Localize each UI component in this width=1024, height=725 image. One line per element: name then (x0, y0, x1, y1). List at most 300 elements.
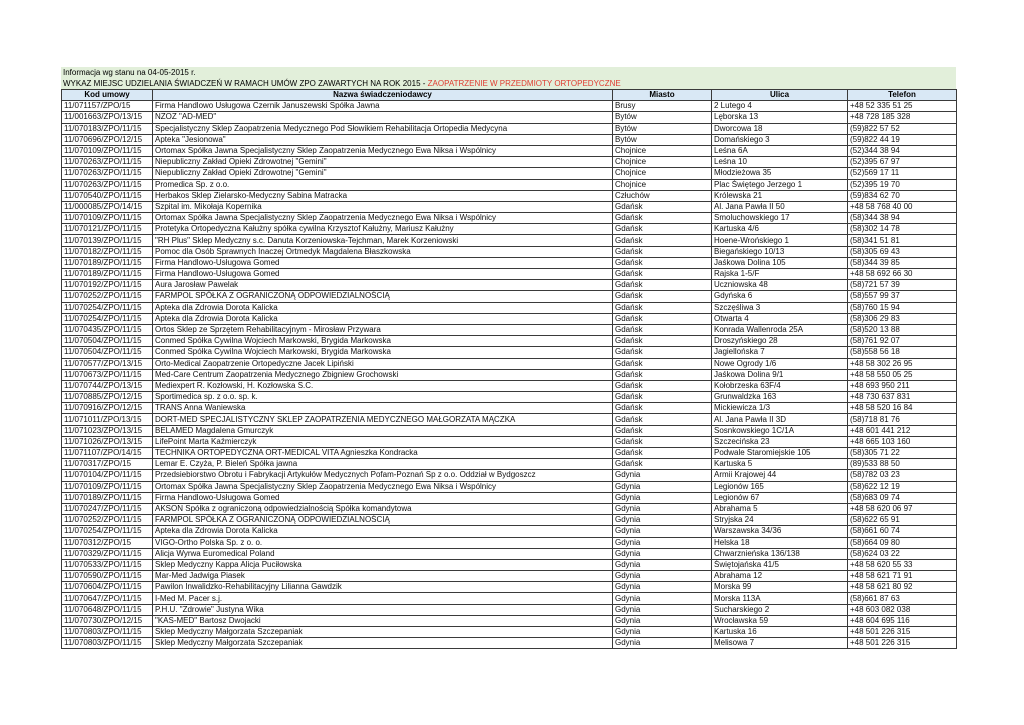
cell-city[interactable]: Gdańsk (613, 280, 712, 291)
cell-city[interactable]: Gdańsk (613, 324, 712, 335)
providers-table (61, 89, 957, 649)
cell-contract-code[interactable]: 11/070189/ZPO/11/15 (62, 257, 153, 268)
cell-city[interactable]: Gdańsk (613, 425, 712, 436)
cell-phone[interactable]: (59)822 44 19 (848, 134, 957, 145)
cell-phone[interactable]: (89)533 88 50 (848, 459, 957, 470)
cell-provider-name[interactable]: LifePoint Marta Kaźmierczyk (153, 436, 613, 447)
table-row (62, 593, 957, 604)
cell-contract-code[interactable]: 11/000085/ZPO/14/15 (62, 201, 153, 212)
cell-phone[interactable]: +48 501 226 315 (848, 627, 957, 638)
cell-city[interactable]: Gdynia (613, 526, 712, 537)
cell-phone[interactable]: (58)664 09 80 (848, 537, 957, 548)
cell-city[interactable]: Gdańsk (613, 257, 712, 268)
table-row (62, 425, 957, 436)
cell-phone[interactable]: +48 58 550 05 25 (848, 369, 957, 380)
cell-phone[interactable]: (59)822 57 52 (848, 123, 957, 134)
cell-provider-name[interactable]: NZOZ "AD-MED" (153, 112, 613, 123)
cell-contract-code[interactable]: 11/070182/ZPO/11/15 (62, 246, 153, 257)
table-row (62, 515, 957, 526)
cell-city[interactable]: Gdańsk (613, 269, 712, 280)
cell-city[interactable]: Gdynia (613, 548, 712, 559)
column-header-phone[interactable]: Telefon (848, 90, 957, 101)
cell-phone[interactable]: (58)661 60 74 (848, 526, 957, 537)
table-row (62, 302, 957, 313)
column-header-city[interactable]: Miasto (613, 90, 712, 101)
cell-phone[interactable]: +48 58 620 55 33 (848, 559, 957, 570)
cell-city[interactable]: Gdańsk (613, 302, 712, 313)
table-row (62, 134, 957, 145)
cell-provider-name[interactable]: Apteka dla Zdrowia Dorota Kalicka (153, 302, 613, 313)
cell-street[interactable]: Al. Jana Pawła II 50 (712, 201, 848, 212)
cell-provider-name[interactable]: I-Med M. Pacer s.j. (153, 593, 613, 604)
cell-provider-name[interactable]: Sportimedica sp. z o.o. sp. k. (153, 392, 613, 403)
cell-provider-name[interactable]: Sklep Medyczny Małgorzata Szczepaniak (153, 627, 613, 638)
table-row (62, 414, 957, 425)
table-row (62, 313, 957, 324)
cell-phone[interactable]: (52)395 67 97 (848, 157, 957, 168)
cell-provider-name[interactable]: TRANS Anna Waniewska (153, 403, 613, 414)
cell-contract-code[interactable]: 11/070252/ZPO/11/15 (62, 291, 153, 302)
cell-phone[interactable]: +48 665 103 160 (848, 436, 957, 447)
cell-provider-name[interactable]: Aura Jarosław Pawelak (153, 280, 613, 291)
cell-phone[interactable]: (58)622 12 19 (848, 481, 957, 492)
cell-city[interactable]: Chojnice (613, 168, 712, 179)
cell-city[interactable]: Gdynia (613, 582, 712, 593)
cell-street[interactable]: Abrahama 5 (712, 503, 848, 514)
table-row (62, 470, 957, 481)
cell-provider-name[interactable]: Sklep Medyczny Kappa Alicja Puciłowska (153, 559, 613, 570)
cell-contract-code[interactable]: 11/070189/ZPO/11/15 (62, 492, 153, 503)
cell-street[interactable]: Kartuska 5 (712, 459, 848, 470)
cell-street[interactable]: Otwarta 4 (712, 313, 848, 324)
cell-street[interactable]: Smoluchowskiego 17 (712, 213, 848, 224)
cell-city[interactable]: Bytów (613, 112, 712, 123)
cell-contract-code[interactable]: 11/070263/ZPO/11/15 (62, 157, 153, 168)
table-row (62, 526, 957, 537)
cell-contract-code[interactable]: 11/070504/ZPO/11/15 (62, 347, 153, 358)
cell-contract-code[interactable]: 11/070139/ZPO/11/15 (62, 235, 153, 246)
cell-street[interactable]: Gdyńska 6 (712, 291, 848, 302)
cell-street[interactable]: Konrada Wallenroda 25A (712, 324, 848, 335)
cell-city[interactable]: Brusy (613, 101, 712, 112)
cell-city[interactable]: Gdańsk (613, 336, 712, 347)
cell-provider-name[interactable]: Firma Handlowo-Usługowa Gomed (153, 492, 613, 503)
cell-street[interactable]: Legionów 165 (712, 481, 848, 492)
table-row (62, 582, 957, 593)
cell-street[interactable]: Chwarznieńska 136/138 (712, 548, 848, 559)
cell-city[interactable]: Bytów (613, 123, 712, 134)
table-row (62, 324, 957, 335)
cell-phone[interactable]: (58)557 99 37 (848, 291, 957, 302)
cell-contract-code[interactable]: 11/070885/ZPO/12/15 (62, 392, 153, 403)
column-header-provider-name[interactable]: Nazwa świadczeniodawcy (153, 90, 613, 101)
header-row (62, 90, 957, 101)
cell-provider-name[interactable]: BELAMED Magdalena Gmurczyk (153, 425, 613, 436)
cell-provider-name[interactable]: Pawilon Inwalidzko-Rehabilitacyjny Lilianna Gawdzik (153, 582, 613, 593)
cell-city[interactable]: Gdynia (613, 593, 712, 604)
cell-street[interactable]: Stryjska 24 (712, 515, 848, 526)
cell-contract-code[interactable]: 11/070696/ZPO/12/15 (62, 134, 153, 145)
cell-phone[interactable]: (58)558 56 18 (848, 347, 957, 358)
cell-phone[interactable]: +48 58 620 06 97 (848, 503, 957, 514)
table-row (62, 503, 957, 514)
cell-contract-code[interactable]: 11/070540/ZPO/11/15 (62, 190, 153, 201)
cell-street[interactable]: Warszawska 34/36 (712, 526, 848, 537)
cell-city[interactable]: Gdynia (613, 615, 712, 626)
cell-city[interactable]: Gdańsk (613, 436, 712, 447)
table-row (62, 157, 957, 168)
cell-street[interactable]: Biegańskiego 10/13 (712, 246, 848, 257)
cell-street[interactable]: Lęborska 13 (712, 112, 848, 123)
cell-phone[interactable]: +48 58 621 71 91 (848, 571, 957, 582)
cell-provider-name[interactable]: Apteka dla Zdrowia Dorota Kalicka (153, 313, 613, 324)
cell-city[interactable]: Gdynia (613, 604, 712, 615)
cell-phone[interactable]: (58)306 29 83 (848, 313, 957, 324)
column-header-street[interactable]: Ulica (712, 90, 848, 101)
spreadsheet (61, 67, 956, 649)
cell-contract-code[interactable]: 11/070504/ZPO/11/15 (62, 336, 153, 347)
cell-provider-name[interactable]: Ortomax Spółka Jawna Specjalistyczny Sklep Zaopatrzenia Medycznego Ewa Niksa i Wspólnicy (153, 213, 613, 224)
table-row (62, 145, 957, 156)
cell-city[interactable]: Gdańsk (613, 448, 712, 459)
cell-phone[interactable]: +48 604 695 116 (848, 615, 957, 626)
cell-phone[interactable]: (58)661 87 63 (848, 593, 957, 604)
cell-street[interactable]: Nowe Ogrody 1/6 (712, 358, 848, 369)
cell-phone[interactable]: (58)302 14 78 (848, 224, 957, 235)
cell-provider-name[interactable]: Firma Handlowo-Usługowa Gomed (153, 269, 613, 280)
cell-phone[interactable]: +48 58 520 16 84 (848, 403, 957, 414)
cell-provider-name[interactable]: Apteka dla Zdrowia Dorota Kalicka (153, 526, 613, 537)
cell-provider-name[interactable]: Promedica Sp. z o.o. (153, 179, 613, 190)
cell-contract-code[interactable]: 11/070252/ZPO/11/15 (62, 515, 153, 526)
cell-phone[interactable]: (59)834 62 70 (848, 190, 957, 201)
cell-city[interactable]: Gdańsk (613, 201, 712, 212)
cell-contract-code[interactable]: 11/070916/ZPO/12/15 (62, 403, 153, 414)
cell-provider-name[interactable]: AKSON Spółka z ograniczoną odpowiedzialnością Spółka komandytowa (153, 503, 613, 514)
info-line: Informacja wg stanu na 04-05-2015 r. (61, 67, 956, 78)
cell-provider-name[interactable]: Szpital im. Mikołaja Kopernika (153, 201, 613, 212)
cell-street[interactable]: Dworcowa 18 (712, 123, 848, 134)
cell-provider-name[interactable]: Specjalistyczny Sklep Zaopatrzenia Medycznego Pod Słowikiem Rehabilitacja Ortopedia Medycyna (153, 123, 613, 134)
cell-phone[interactable]: (58)344 39 85 (848, 257, 957, 268)
cell-provider-name[interactable]: FARMPOL SPÓŁKA Z OGRANICZONĄ ODPOWIEDZIALNOŚCIĄ (153, 515, 613, 526)
cell-contract-code[interactable]: 11/070263/ZPO/11/15 (62, 168, 153, 179)
cell-city[interactable]: Gdańsk (613, 235, 712, 246)
cell-provider-name[interactable]: "KAS-MED" Bartosz Dwojacki (153, 615, 613, 626)
table-row (62, 190, 957, 201)
cell-contract-code[interactable]: 11/070109/ZPO/11/15 (62, 213, 153, 224)
cell-phone[interactable]: (52)569 17 11 (848, 168, 957, 179)
cell-phone[interactable]: +48 730 637 831 (848, 392, 957, 403)
cell-street[interactable]: Hoene-Wrońskiego 1 (712, 235, 848, 246)
cell-city[interactable]: Gdańsk (613, 459, 712, 470)
table-row (62, 358, 957, 369)
table-row (62, 347, 957, 358)
cell-contract-code[interactable]: 11/070435/ZPO/11/15 (62, 324, 153, 335)
cell-city[interactable]: Gdynia (613, 515, 712, 526)
cell-provider-name[interactable]: Protetyka Ortopedyczna Kałużny spółka cywilna Krzysztof Kałużny, Mariusz Kałużny (153, 224, 613, 235)
cell-phone[interactable]: +48 603 082 038 (848, 604, 957, 615)
cell-phone[interactable]: (58)683 09 74 (848, 492, 957, 503)
cell-street[interactable]: Uczniowska 48 (712, 280, 848, 291)
table-row (62, 168, 957, 179)
cell-street[interactable]: 2 Lutego 4 (712, 101, 848, 112)
cell-provider-name[interactable]: TECHNIKA ORTOPEDYCZNA ORT-MEDICAL VITA Agnieszka Kondracka (153, 448, 613, 459)
cell-phone[interactable]: (52)395 19 70 (848, 179, 957, 190)
cell-phone[interactable]: (58)305 69 43 (848, 246, 957, 257)
cell-city[interactable]: Gdynia (613, 492, 712, 503)
cell-street[interactable]: Morska 99 (712, 582, 848, 593)
cell-provider-name[interactable]: Med-Care Centrum Zaopatrzenia Medycznego Zbigniew Grochowski (153, 369, 613, 380)
cell-contract-code[interactable]: 11/070254/ZPO/11/15 (62, 313, 153, 324)
cell-contract-code[interactable]: 11/070109/ZPO/11/15 (62, 481, 153, 492)
cell-contract-code[interactable]: 11/070109/ZPO/11/15 (62, 145, 153, 156)
table-row (62, 213, 957, 224)
table-row (62, 123, 957, 134)
cell-city[interactable]: Gdańsk (613, 246, 712, 257)
cell-provider-name[interactable]: Herbakos Sklep Zielarsko-Medyczny Sabina Matracka (153, 190, 613, 201)
cell-contract-code[interactable]: 11/071107/ZPO/14/15 (62, 448, 153, 459)
cell-contract-code[interactable]: 11/070183/ZPO/11/15 (62, 123, 153, 134)
cell-city[interactable]: Chojnice (613, 179, 712, 190)
cell-provider-name[interactable]: Firma Handlowo-Usługowa Gomed (153, 257, 613, 268)
cell-provider-name[interactable]: Sklep Medyczny Małgorzata Szczepaniak (153, 638, 613, 649)
table-row (62, 627, 957, 638)
cell-city[interactable]: Gdynia (613, 470, 712, 481)
cell-phone[interactable]: (58)624 03 22 (848, 548, 957, 559)
cell-provider-name[interactable]: Niepubliczny Zakład Opieki Zdrowotnej "Gemini" (153, 168, 613, 179)
cell-city[interactable]: Gdańsk (613, 414, 712, 425)
cell-street[interactable]: Grunwaldzka 163 (712, 392, 848, 403)
cell-city[interactable]: Gdynia (613, 559, 712, 570)
cell-street[interactable]: Morska 113A (712, 593, 848, 604)
cell-contract-code[interactable]: 11/071157/ZPO/15 (62, 101, 153, 112)
table-row (62, 235, 957, 246)
cell-street[interactable]: Mickiewicza 1/3 (712, 403, 848, 414)
cell-provider-name[interactable]: "RH Plus" Sklep Medyczny s.c. Danuta Korzeniowska-Tejchman, Marek Korzeniowski (153, 235, 613, 246)
table-row (62, 492, 957, 503)
cell-street[interactable]: Jagiellońska 7 (712, 347, 848, 358)
cell-city[interactable]: Gdańsk (613, 358, 712, 369)
table-row (62, 638, 957, 649)
table-row (62, 481, 957, 492)
cell-contract-code[interactable]: 11/070254/ZPO/11/15 (62, 302, 153, 313)
cell-phone[interactable]: +48 58 768 40 00 (848, 201, 957, 212)
cell-phone[interactable]: (58)718 81 76 (848, 414, 957, 425)
cell-phone[interactable]: (58)344 38 94 (848, 213, 957, 224)
cell-contract-code[interactable]: 11/071011/ZPO/13/15 (62, 414, 153, 425)
cell-street[interactable]: Młodzieżowa 35 (712, 168, 848, 179)
title-main: WYKAZ MIEJSC UDZIELANIA ŚWIADCZEŃ W RAMACH UMÓW ZPO ZAWARTYCH NA ROK 2015 - (63, 79, 428, 88)
cell-provider-name[interactable]: Mediexpert R. Kozłowski, H. Kozłowska S.C. (153, 380, 613, 391)
cell-contract-code[interactable]: 11/070312/ZPO/15 (62, 537, 153, 548)
cell-contract-code[interactable]: 11/070604/ZPO/11/15 (62, 582, 153, 593)
cell-contract-code[interactable]: 11/070192/ZPO/11/15 (62, 280, 153, 291)
cell-contract-code[interactable]: 11/070647/ZPO/11/15 (62, 593, 153, 604)
cell-street[interactable]: Świętojańska 41/5 (712, 559, 848, 570)
cell-contract-code[interactable]: 11/070730/ZPO/12/15 (62, 615, 153, 626)
cell-city[interactable]: Gdańsk (613, 347, 712, 358)
table-row (62, 101, 957, 112)
cell-phone[interactable]: +48 58 302 26 95 (848, 358, 957, 369)
cell-provider-name[interactable]: Conmed Spółka Cywilna Wojciech Markowski, Brygida Markowska (153, 347, 613, 358)
cell-phone[interactable]: (58)782 03 23 (848, 470, 957, 481)
cell-provider-name[interactable]: Mar-Med Jadwiga Piasek (153, 571, 613, 582)
cell-city[interactable]: Gdynia (613, 638, 712, 649)
cell-city[interactable]: Gdańsk (613, 380, 712, 391)
cell-city[interactable]: Gdańsk (613, 392, 712, 403)
cell-street[interactable]: Kartuska 4/6 (712, 224, 848, 235)
table-row (62, 537, 957, 548)
cell-contract-code[interactable]: 11/070317/ZPO/15 (62, 459, 153, 470)
column-header-contract-code[interactable]: Kod umowy (62, 90, 153, 101)
cell-city[interactable]: Gdynia (613, 537, 712, 548)
cell-street[interactable]: Podwale Staromiejskie 105 (712, 448, 848, 459)
table-row (62, 392, 957, 403)
cell-contract-code[interactable]: 11/070189/ZPO/11/15 (62, 269, 153, 280)
cell-contract-code[interactable]: 11/070121/ZPO/11/15 (62, 224, 153, 235)
cell-city[interactable]: Bytów (613, 134, 712, 145)
cell-street[interactable]: Wrocławska 59 (712, 615, 848, 626)
cell-provider-name[interactable]: Apteka "Jesionowa" (153, 134, 613, 145)
cell-contract-code[interactable]: 11/001663/ZPO/13/15 (62, 112, 153, 123)
cell-contract-code[interactable]: 11/070104/ZPO/11/15 (62, 470, 153, 481)
document-title (61, 78, 956, 89)
cell-provider-name[interactable]: Conmed Spółka Cywilna Wojciech Markowski, Brygida Markowska (153, 336, 613, 347)
cell-city[interactable]: Gdańsk (613, 313, 712, 324)
cell-phone[interactable]: (58)341 51 81 (848, 235, 957, 246)
cell-street[interactable]: Kartuska 16 (712, 627, 848, 638)
cell-provider-name[interactable]: P.H.U. "Zdrowie" Justyna Wika (153, 604, 613, 615)
table-row (62, 280, 957, 291)
cell-contract-code[interactable]: 11/070263/ZPO/11/15 (62, 179, 153, 190)
cell-provider-name[interactable]: Ortomax Spółka Jawna Specjalistyczny Sklep Zaopatrzenia Medycznego Ewa Niksa i Wspólnicy (153, 481, 613, 492)
cell-phone[interactable]: +48 728 185 328 (848, 112, 957, 123)
cell-phone[interactable]: +48 601 441 212 (848, 425, 957, 436)
table-row (62, 201, 957, 212)
table-row (62, 246, 957, 257)
cell-provider-name[interactable]: Ortos Sklep ze Sprzętem Rehabilitacyjnym - Mirosław Przywara (153, 324, 613, 335)
cell-contract-code[interactable]: 11/070803/ZPO/11/15 (62, 627, 153, 638)
cell-contract-code[interactable]: 11/070673/ZPO/11/15 (62, 369, 153, 380)
cell-phone[interactable]: (58)622 65 91 (848, 515, 957, 526)
table-row (62, 369, 957, 380)
cell-street[interactable]: Droszyńskiego 28 (712, 336, 848, 347)
cell-provider-name[interactable]: Pomoc dla Osób Sprawnych Inaczej Ortmedyk Magdalena Błaszkowska (153, 246, 613, 257)
cell-street[interactable]: Melisowa 7 (712, 638, 848, 649)
cell-contract-code[interactable]: 11/070329/ZPO/11/15 (62, 548, 153, 559)
table-row (62, 604, 957, 615)
cell-street[interactable]: Sucharskiego 2 (712, 604, 848, 615)
cell-city[interactable]: Gdańsk (613, 224, 712, 235)
cell-street[interactable]: Rajska 1-5/F (712, 269, 848, 280)
cell-city[interactable]: Chojnice (613, 157, 712, 168)
cell-street[interactable]: Jaśkowa Dolina 9/1 (712, 369, 848, 380)
cell-street[interactable]: Jaśkowa Dolina 105 (712, 257, 848, 268)
cell-provider-name[interactable]: DORT-MED SPECJALISTYCZNY SKLEP ZAOPATRZENIA MEDYCZNEGO MAŁGORZATA MĄCZKA (153, 414, 613, 425)
cell-contract-code[interactable]: 11/070803/ZPO/11/15 (62, 638, 153, 649)
cell-phone[interactable]: (58)761 92 07 (848, 336, 957, 347)
table-row (62, 257, 957, 268)
table-row (62, 380, 957, 391)
cell-street[interactable]: Szczecińska 23 (712, 436, 848, 447)
cell-phone[interactable]: (58)305 71 22 (848, 448, 957, 459)
cell-contract-code[interactable]: 11/070533/ZPO/11/15 (62, 559, 153, 570)
cell-street[interactable]: Królewska 21 (712, 190, 848, 201)
table-row (62, 459, 957, 470)
cell-contract-code[interactable]: 11/070648/ZPO/11/15 (62, 604, 153, 615)
cell-street[interactable]: Leśna 6A (712, 145, 848, 156)
cell-phone[interactable]: (58)760 15 94 (848, 302, 957, 313)
cell-phone[interactable]: (58)520 13 88 (848, 324, 957, 335)
cell-city[interactable]: Gdynia (613, 627, 712, 638)
cell-street[interactable]: Legionów 67 (712, 492, 848, 503)
cell-street[interactable]: Armii Krajowej 44 (712, 470, 848, 481)
cell-city[interactable]: Gdańsk (613, 403, 712, 414)
cell-street[interactable]: Leśna 10 (712, 157, 848, 168)
cell-contract-code[interactable]: 11/070577/ZPO/13/15 (62, 358, 153, 369)
cell-city[interactable]: Gdańsk (613, 291, 712, 302)
cell-provider-name[interactable]: VIGO-Ortho Polska Sp. z o. o. (153, 537, 613, 548)
cell-street[interactable]: Sosnkowskiego 1C/1A (712, 425, 848, 436)
table-row (62, 291, 957, 302)
cell-city[interactable]: Chojnice (613, 145, 712, 156)
cell-city[interactable]: Gdynia (613, 503, 712, 514)
cell-street[interactable]: Kołobrzeska 63F/4 (712, 380, 848, 391)
cell-phone[interactable]: (52)344 38 94 (848, 145, 957, 156)
table-row (62, 112, 957, 123)
table-row (62, 179, 957, 190)
cell-contract-code[interactable]: 11/070744/ZPO/13/15 (62, 380, 153, 391)
cell-phone[interactable]: +48 58 692 66 30 (848, 269, 957, 280)
cell-provider-name[interactable]: Alicja Wyrwa Euromedical Poland (153, 548, 613, 559)
cell-provider-name[interactable]: Ortomax Spółka Jawna Specjalistyczny Sklep Zaopatrzenia Medycznego Ewa Niksa i Wspólnicy (153, 145, 613, 156)
cell-phone[interactable]: +48 58 621 80 92 (848, 582, 957, 593)
cell-phone[interactable]: +48 52 335 51 25 (848, 101, 957, 112)
cell-street[interactable]: Abrahama 12 (712, 571, 848, 582)
cell-contract-code[interactable]: 11/070247/ZPO/11/15 (62, 503, 153, 514)
cell-provider-name[interactable]: FARMPOL SPÓŁKA Z OGRANICZONĄ ODPOWIEDZIALNOŚCIĄ (153, 291, 613, 302)
cell-street[interactable]: Domańskiego 3 (712, 134, 848, 145)
cell-city[interactable]: Gdańsk (613, 213, 712, 224)
cell-contract-code[interactable]: 11/070590/ZPO/11/15 (62, 571, 153, 582)
cell-city[interactable]: Gdańsk (613, 369, 712, 380)
cell-street[interactable]: Al. Jana Pawła II 3D (712, 414, 848, 425)
cell-provider-name[interactable]: Firma Handlowo Usługowa Czernik Januszewski Spółka Jawna (153, 101, 613, 112)
cell-provider-name[interactable]: Niepubliczny Zakład Opieki Zdrowotnej "Gemini" (153, 157, 613, 168)
cell-contract-code[interactable]: 11/071026/ZPO/13/15 (62, 436, 153, 447)
cell-city[interactable]: Człuchów (613, 190, 712, 201)
cell-street[interactable]: Helska 18 (712, 537, 848, 548)
cell-city[interactable]: Gdynia (613, 481, 712, 492)
cell-phone[interactable]: +48 501 226 315 (848, 638, 957, 649)
cell-provider-name[interactable]: Orto-Medical Zaopatrzenie Ortopedyczne Jacek Lipiński (153, 358, 613, 369)
table-row (62, 548, 957, 559)
cell-phone[interactable]: (58)721 57 39 (848, 280, 957, 291)
cell-city[interactable]: Gdynia (613, 571, 712, 582)
cell-street[interactable]: Plac Świętego Jerzego 1 (712, 179, 848, 190)
cell-provider-name[interactable]: Lemar E. Czyża, P. Bieleń Spółka jawna (153, 459, 613, 470)
table-row (62, 224, 957, 235)
cell-provider-name[interactable]: Przedsiebiorstwo Obrotu i Fabrykacji Artykułów Medycznych Pofam-Poznań Sp z o.o. Oddział w Bydgoszcz (153, 470, 613, 481)
table-row (62, 615, 957, 626)
table-row (62, 336, 957, 347)
table-row (62, 436, 957, 447)
cell-contract-code[interactable]: 11/070254/ZPO/11/15 (62, 526, 153, 537)
cell-street[interactable]: Szczęśliwa 3 (712, 302, 848, 313)
cell-contract-code[interactable]: 11/071023/ZPO/13/15 (62, 425, 153, 436)
cell-phone[interactable]: +48 693 950 211 (848, 380, 957, 391)
